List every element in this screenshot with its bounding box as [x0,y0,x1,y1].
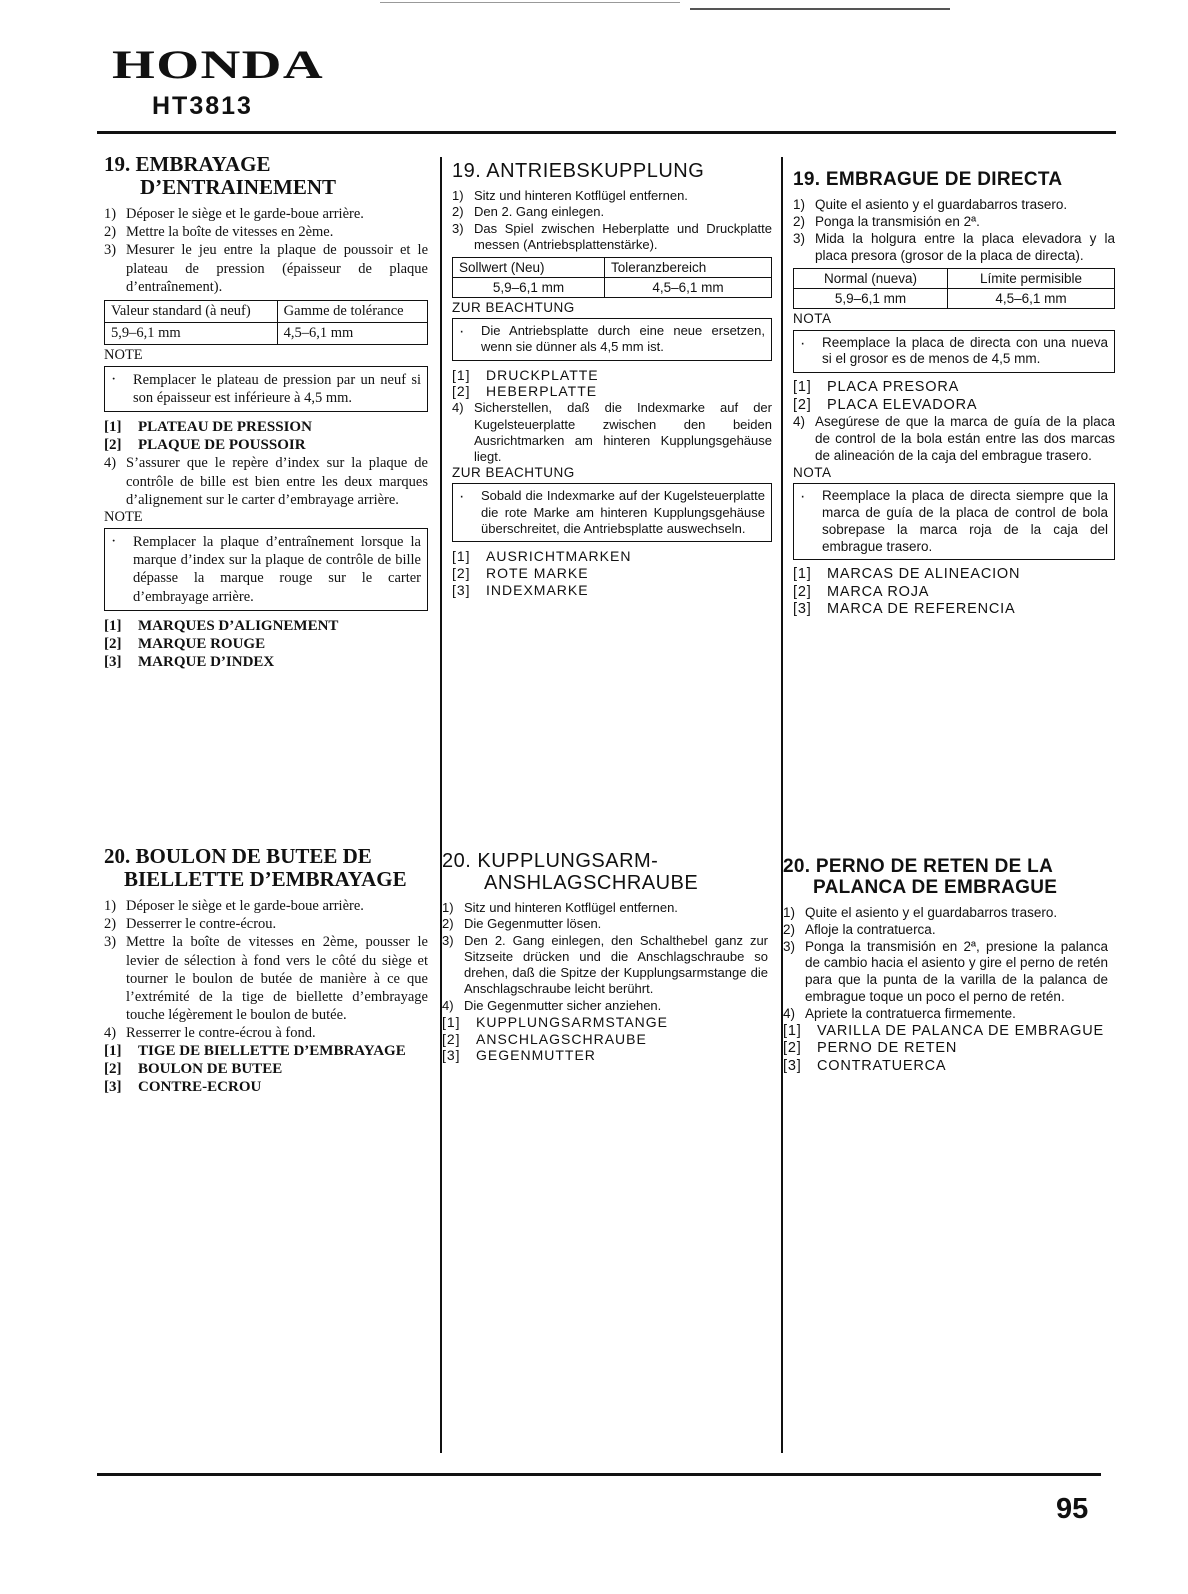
spec-table [104,300,428,345]
section-de-19 [452,160,772,599]
note-box: · Reemplace la placa de directa siempre que la marca de guía de la placa de control de bola sobrepase la marca roja de la caja del embrague trasero. [793,483,1115,561]
title-number: 20. [104,844,131,868]
note-heading: ZUR BEACHTUNG [452,300,575,315]
callout-ref: [3] CONTRATUERCA [783,1057,947,1074]
step: 1) Déposer le siège et le garde-boue arrière. [104,206,364,223]
step: 3) Ponga la transmisión en 2ª, presione la palanca de cambio hacia el asiento y gire el perno de retén para que la punta de la varilla de la palanca de embrague toque un poco el perno de retén. [783,938,1108,1005]
title-line2: PALANCA DE EMBRAGUE [813,876,1058,898]
header-rule [97,131,1116,134]
step: 2) Afloje la contratuerca. [783,921,936,937]
step: 2) Die Gegenmutter lösen. [442,916,602,932]
callout-ref: [2] BOULON DE BUTEE [104,1061,283,1078]
callout-ref: [1] AUSRICHTMARKEN [452,548,632,565]
callout-ref: [3] INDEXMARKE [452,581,589,598]
note-box: · Remplacer la plaque d’entraînement lorsque la marque d’index sur la plaque de contrôle de bille dépasse la marque rouge sur le carter d’embrayage arrière. [104,528,428,611]
brand-logo [112,44,328,89]
callout-ref: [2] ROTE MARKE [452,565,589,582]
step: 4) Apriete la contratuerca firmemente. [783,1006,1016,1022]
section-de-20 [442,850,768,1064]
step: 1) Quite el asiento y el guardabarros trasero. [793,196,1068,212]
section-title [783,857,1108,899]
callout-ref: [3] CONTRE-ECROU [104,1079,262,1096]
honda-wordmark [112,44,328,84]
spec-value-standard: 5,9–6,1 mm [794,289,948,309]
section-title [104,845,428,891]
step: 1) Sitz und hinteren Kotflügel entfernen. [442,900,678,915]
step: 4) Resserrer le contre-écrou à fond. [104,1025,316,1042]
title-line1: BOULON DE BUTEE DE [135,844,372,868]
callout-ref: [1] PLATEAU DE PRESSION [104,419,312,436]
section-title: 19. EMBRAGUE DE DIRECTA [793,169,1063,190]
callout-ref: [3] MARQUE D’INDEX [104,653,275,670]
step: 2) Ponga la transmisión en 2ª. [793,213,980,229]
callout-ref: [1] PLACA PRESORA [793,379,960,396]
column-divider [440,157,442,1453]
column-divider [781,157,783,1453]
step: 4) S’assurer que le repère d’index sur la plaque de contrôle de bille est bien entre les deux marques d’alignement sur le carter d’embrayage arrière. [104,455,428,508]
section-fr-19 [104,153,428,671]
step: 1) Déposer le siège et le garde-boue arrière. [104,898,364,915]
title-line1: PERNO DE RETEN DE LA [815,856,1054,877]
spec-value-tolerance: 4,5–6,1 mm [277,322,427,344]
callout-ref: [2] HEBERPLATTE [452,383,598,400]
note-heading: NOTA [793,464,832,480]
spec-header-standard: Normal (nueva) [794,269,948,289]
note-box: · Remplacer le plateau de pression par un neuf si son épaisseur est inférieure à 4,5 mm. [104,366,428,412]
title-line2: D’ENTRAINEMENT [140,175,337,200]
spec-header-tolerance: Gamme de tolérance [277,300,427,322]
title-line1: EMBRAYAGE [135,152,271,176]
spec-table [793,268,1115,309]
section-title [442,850,768,894]
step: 2) Desserrer le contre-écrou. [104,916,277,933]
step: 1) Quite el asiento y el guardabarros trasero. [783,904,1058,920]
callout-ref: [2] PLACA ELEVADORA [793,396,978,413]
step: 4) Asegúrese de que la marca de guía de la placa de control de la bola están entre las dos marcas de alineación de la caja del embrague trasero. [793,414,1115,463]
callout-ref: [2] MARQUE ROUGE [104,635,266,652]
callout-ref: [2] PERNO DE RETEN [783,1040,958,1057]
section-title [104,153,428,199]
step: 3) Mesurer le jeu entre la plaque de poussoir et le plateau de pression (épaisseur de plaque d’entraînement). [104,242,428,295]
note-box: · Reemplace la placa de directa con una nueva si el grosor es de menos de 4,5 mm. [793,330,1115,374]
spec-header-standard: Valeur standard (à neuf) [105,300,278,322]
callout-ref: [3] GEGENMUTTER [442,1047,596,1064]
model-label: HT3813 [152,92,253,120]
callout-ref: [1] VARILLA DE PALANCA DE EMBRAGUE [783,1022,1104,1039]
callout-ref: [1] MARQUES D’ALIGNEMENT [104,617,339,634]
title-line1: 20. KUPPLUNGSARM- [442,850,659,872]
step: 3) Mida la holgura entre la placa elevadora y la placa presora (grosor de la placa de directa). [793,230,1115,263]
step: 2) Den 2. Gang einlegen. [452,204,605,220]
note-heading: ZUR BEACHTUNG [452,465,575,481]
step: 3) Das Spiel zwischen Heberplatte und Druckplatte messen (Antriebsplattenstärke). [452,220,772,252]
note-heading: NOTE [104,508,143,525]
callout-ref: [2] PLAQUE DE POUSSOIR [104,437,306,454]
callout-ref: [3] MARCA DE REFERENCIA [793,601,1016,618]
note-box: · Die Antriebsplatte durch eine neue ersetzen, wenn sie dünner als 4,5 mm ist. [452,318,772,361]
spec-value-standard: 5,9–6,1 mm [105,322,278,344]
callout-ref: [1] TIGE DE BIELLETTE D’EMBRAYAGE [104,1043,406,1060]
callout-ref: [1] KUPPLUNGSARMSTANGE [442,1013,668,1030]
brand-text: HONDA [112,44,324,84]
title-line2: ANSHLAGSCHRAUBE [484,872,699,894]
footer-rule [97,1473,1101,1476]
spec-header-tolerance: Límite permisible [947,269,1114,289]
title-number: 19. [104,152,131,176]
section-es-20 [783,857,1108,1075]
section-fr-20 [104,845,428,1096]
callout-ref: [2] MARCA ROJA [793,583,930,600]
callout-ref: [2] ANSCHLAGSCHRAUBE [442,1030,647,1047]
note-heading: NOTA [793,311,832,327]
note-heading: NOTE [104,346,143,363]
scan-line [380,2,680,3]
section-es-19 [793,170,1115,619]
callout-ref: [1] DRUCKPLATTE [452,366,599,383]
section-title: 19. ANTRIEBSKUPPLUNG [452,160,705,182]
spec-value-tolerance: 4,5–6,1 mm [604,278,771,298]
step: 4) Die Gegenmutter sicher anziehen. [442,997,662,1013]
spec-value-tolerance: 4,5–6,1 mm [947,289,1114,309]
step: 3) Den 2. Gang einlegen, den Schalthebel ganz zur Sitzseite drücken und die Anschlagschraube so drehen, daß die Spitze der Kupplungsarmstange die Anschlagschraube leicht berührt. [442,932,768,997]
spec-header-standard: Sollwert (Neu) [453,258,605,278]
scan-line [690,8,950,10]
spec-table [452,257,772,298]
step: 1) Sitz und hinteren Kotflügel entfernen. [452,188,688,203]
callout-ref: [1] MARCAS DE ALINEACION [793,566,1021,583]
spec-value-standard: 5,9–6,1 mm [453,278,605,298]
note-box: · Sobald die Indexmarke auf der Kugelsteuerplatte die rote Marke am hinteren Kupplungsgehäuse überschreitet, die Antriebsplatte auswechseln. [452,483,772,542]
step: 3) Mettre la boîte de vitesses en 2ème, pousser le levier de sélection à fond vers le côté du siège et tourner le boulon de butée de manière à ce que l’extrémité de la tige de biellette d’embrayage touche légèrement le boulon de butée. [104,934,428,1023]
step: 4) Sicherstellen, daß die Indexmarke auf der Kugelsteuerplatte zwischen den beiden Ausrichtmarken am hinteren Kupplungsgehäuse liegt. [452,400,772,465]
step: 2) Mettre la boîte de vitesses en 2ème. [104,224,334,241]
title-line2: BIELLETTE D’EMBRAYAGE [124,867,407,892]
spec-header-tolerance: Toleranzbereich [604,258,771,278]
page-number: 95 [1056,1493,1089,1525]
title-number: 20. [783,856,811,877]
